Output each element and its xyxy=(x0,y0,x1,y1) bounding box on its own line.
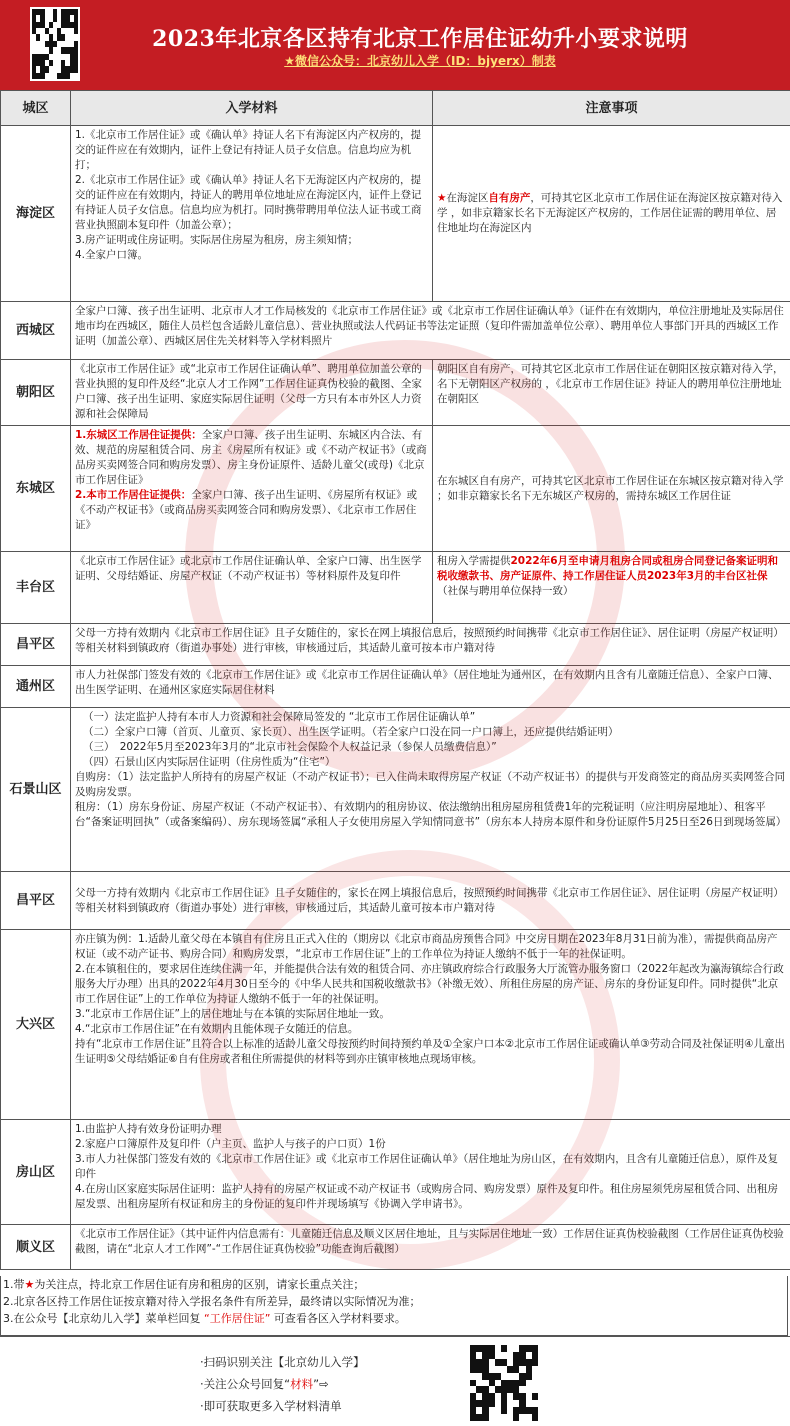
material-text: 全家户口簿、孩子出生证明、《房屋所有权证》或《不动产权证书》（或商品房买卖网签合同和购房发票）、《北京市工作居住证》 xyxy=(75,489,417,531)
footnotes xyxy=(0,1276,788,1336)
material-line: （三） 2022年5月至2023年3月的“北京市社会保险个人权益记录（参保人员缴费信息）” xyxy=(75,740,786,755)
district-name: 海淀区 xyxy=(1,126,71,302)
notes-text: （社保与聘用单位保持一致） xyxy=(437,585,574,597)
col-notes: 注意事项 xyxy=(433,91,790,126)
page-title: 2023年北京各区持有北京工作居住证幼升小要求说明 xyxy=(90,22,750,53)
material-line: 自购房：（1）法定监护人所持有的房屋产权证（不动产权证书）；已入住尚未取得房屋产权证（不动产权证书）的提供与开发商签定的商品房买卖网签合同及购房发票。 xyxy=(75,770,786,800)
material-highlight: 1.东城区工作居住证提供： xyxy=(75,429,202,441)
material-line: 持有“北京市工作居住证”且符合以上标准的适龄儿童父母按预约时间持预约单及①全家户口本②北京市工作居住证或确认单③劳动合同及社保证明④儿童出生证明⑤父母结婚证⑥自有住房或者租住所需提供的材料等到亦庄镇审核地点现场审核。 xyxy=(75,1037,786,1067)
materials-cell xyxy=(71,708,790,872)
requirements-table xyxy=(0,90,790,1270)
notes-cell xyxy=(433,126,790,302)
row-xicheng xyxy=(1,302,790,360)
footer-text xyxy=(200,1351,365,1417)
material-line: 4.在房山区家庭实际居住证明：监护人持有的房屋产权证或不动产权证书（或购房合同、购房发票）原件及复印件。租住房屋须凭房屋租赁合同、出租房屋发票、出租房屋所有权证和房主的身份证的复印件并现场填写《协调入学申请书》。 xyxy=(75,1182,786,1212)
material-line: 2.在本镇租住的，要求居住连续住满一年，并能提供合法有效的租赁合同、亦庄镇政府综合行政服务大厅流管办服务窗口（2022年起改为瀛海镇综合行政服务大厅办理）出具的2022年4月30日至今的《中华人民共和国税收缴款书》（补缴无效）、所租住房屋的房产证、房东的身份证复印件。同时提供“北京市工作居住证”上的工作单位为持证人缴纳不低于一年的社保证明。 xyxy=(75,962,786,1007)
row-pinggu xyxy=(1,872,790,930)
row-shunyi xyxy=(1,1225,790,1270)
footnote-2: 2.北京各区持工作居住证按京籍对待入学报名条件有所差异，最终请以实际情况为准； xyxy=(3,1293,785,1310)
table-header-row xyxy=(1,91,790,126)
material-line: 4.全家户口簿。 xyxy=(75,248,428,263)
notes-cell: 朝阳区自有房产，可持其它区北京市工作居住证在朝阳区按京籍对待入学，名下无朝阳区产权房的 ，《北京市工作居住证》持证人的聘用单位注册地址在朝阳区 xyxy=(433,360,790,426)
district-name: 西城区 xyxy=(1,302,71,360)
materials-cell xyxy=(71,126,433,302)
star-icon: ★ xyxy=(437,192,446,204)
footer xyxy=(0,1336,790,1426)
district-name: 昌平区 xyxy=(1,624,71,666)
notes-cell xyxy=(433,552,790,624)
material-line: 1.由监护人持有效身份证明办理 xyxy=(75,1122,786,1137)
district-name: 石景山区 xyxy=(1,708,71,872)
qr-code-bottom[interactable] xyxy=(470,1345,538,1421)
footnote-3: 3.在公众号【北京幼儿入学】菜单栏回复 “工作居住证” 可查看各区入学材料要求。 xyxy=(3,1310,785,1327)
material-line: 3.市人力社保部门签发有效的《北京市工作居住证》或《北京市工作居住证确认单》（居住地址为房山区，在有效期内，且含有儿童随迁信息），原件及复印件 xyxy=(75,1152,786,1182)
materials-cell: 全家户口簿、孩子出生证明、北京市人才工作局核发的《北京市工作居住证》或《北京市工作居住证确认单》（证件在有效期内，单位注册地址及实际居住地市均在西城区，随住人员栏包含适龄儿童信息）、营业执照或法人代码证书等法定证照（复印件需加盖单位公章）、聘用单位人事部门开具的西城区工作证明（加盖公章）、西城区居住先关材料等入学材料照片 xyxy=(71,302,790,360)
material-line: （一）法定监护人持有本市人力资源和社会保障局签发的 “北京市工作居住证确认单” xyxy=(75,710,786,725)
material-line: 1.《北京市工作居住证》或《确认单》持证人名下有海淀区内产权房的，提交的证件应在有效期内，证件上登记有持证人员子女信息。信息均应为机打； xyxy=(75,128,428,173)
district-name: 顺义区 xyxy=(1,1225,71,1270)
material-line: 2.《北京市工作居住证》或《确认单》持证人名下无海淀区内产权房的，提交的证件应在有效期内，持证人的聘用单位地址应在海淀区内，证件上登记有持证人员子女信息。信息均应为机打。同时携带聘用单位法人证书或工商营业执照副本复印件（加盖公章）； xyxy=(75,173,428,233)
material-line: （二）全家户口簿（首页、儿童页、家长页）、出生医学证明。（若全家户口没在同一户口簿上，还应提供结婚证明） xyxy=(75,725,786,740)
footer-line-reply: ·关注公众号回复“材料”⇨ xyxy=(200,1373,365,1395)
footer-line-scan: ·扫码识别关注【北京幼儿入学】 xyxy=(200,1351,365,1373)
notes-cell: 在东城区自有房产，可持其它区北京市工作居住证在东城区按京籍对待入学 ；如非京籍家长名下无东城区产权房的，需持东城区工作居住证 xyxy=(433,426,790,552)
row-fengtai xyxy=(1,552,790,624)
material-line: 租房：（1）房东身份证、房屋产权证（不动产权证书）、有效期内的租房协议、依法缴纳出租房屋房租赁费1年的完税证明（应注明房屋地址）、租客平台“备案证明回执”（或备案编码）、房东现场签属“承租人子女使用房屋入学知情同意书”（房东本人持房本原件和身份证原件5月25日至26日到现场签属） xyxy=(75,800,786,830)
footer-line-more: ·即可获取更多入学材料清单 xyxy=(200,1395,365,1417)
district-name: 房山区 xyxy=(1,1120,71,1225)
row-shijingshan xyxy=(1,708,790,872)
district-name: 朝阳区 xyxy=(1,360,71,426)
row-fangshan xyxy=(1,1120,790,1225)
material-line: 3.“北京市工作居住证”上的居住地址与在本镇的实际居住地址一致。 xyxy=(75,1007,786,1022)
col-district: 城区 xyxy=(1,91,71,126)
materials-cell: 父母一方持有效期内《北京市工作居住证》且子女随住的，家长在网上填报信息后，按照预约时间携带《北京市工作居住证》、居住证明（房屋产权证明）等相关材料到镇政府（街道办事处）进行审核，审核通过后，其适龄儿童可按本市户籍对待 xyxy=(71,872,790,930)
qr-code-top[interactable] xyxy=(30,7,80,81)
notes-text: ，可持其它区北京市工作居住证在海淀区按京籍对待入学 ，如非京籍家长名下无海淀区产权房的，工作居住证需的聘用单位、居住地址均在海淀区内 xyxy=(437,192,782,234)
district-name: 丰台区 xyxy=(1,552,71,624)
header-banner xyxy=(0,0,790,90)
district-name: 东城区 xyxy=(1,426,71,552)
materials-cell xyxy=(71,426,433,552)
page-subtitle[interactable]: ★微信公众号：北京幼儿入学（ID：bjyerx）制表 xyxy=(90,52,750,69)
district-name: 大兴区 xyxy=(1,930,71,1120)
material-line: 亦庄镇为例：1.适龄儿童父母在本镇自有住房且正式入住的（期房以《北京市商品房预售合同》中交房日期在2023年8月31日前为准），需提供商品房产权证（或不动产证书、购房合同）和购房发票，“北京市工作居住证”上的工作单位为持证人缴纳不低于一年的社保证明。 xyxy=(75,932,786,962)
footnote-1: 1.带★为关注点，持北京工作居住证有房和租房的区别，请家长重点关注； xyxy=(3,1276,785,1293)
row-dongcheng xyxy=(1,426,790,552)
row-daxing xyxy=(1,930,790,1120)
district-name: 通州区 xyxy=(1,666,71,708)
material-highlight: 2.本市工作居住证提供： xyxy=(75,489,191,501)
material-line: 2.家庭户口簿原件及复印件（户主页、监护人与孩子的户口页）1份 xyxy=(75,1137,786,1152)
row-chaoyang xyxy=(1,360,790,426)
row-changping xyxy=(1,624,790,666)
notes-highlight: 自有房产 xyxy=(488,192,530,204)
district-name: 昌平区 xyxy=(1,872,71,930)
materials-cell: 《北京市工作居住证》或“北京市工作居住证确认单”、聘用单位加盖公章的营业执照的复印件及经“北京人才工作网”工作居住证真伪校验的截图、全家户口簿、孩子出生证明、家庭实际居住证明（父母一方只有本市外区人力资源和社会保障局 xyxy=(71,360,433,426)
star-icon: ★ xyxy=(25,1278,35,1291)
notes-text: 在海淀区 xyxy=(446,192,488,204)
materials-cell: 市人力社保部门签发有效的《北京市工作居住证》或《北京市工作居住证确认单》（居住地址为通州区，在有效期内且含有儿童随迁信息）、全家户口簿、出生医学证明、在通州区家庭实际居住材料 xyxy=(71,666,790,708)
materials-cell: 《北京市工作居住证》或北京市工作居住证确认单、全家户口簿、出生医学证明、父母结婚证、房屋产权证（不动产权证书）等材料原件及复印件 xyxy=(71,552,433,624)
row-haidian xyxy=(1,126,790,302)
notes-text: 租房入学需提供 xyxy=(437,555,511,567)
material-line: （四）石景山区内实际居住证明（住房性质为“住宅”） xyxy=(75,755,786,770)
material-line: 4.“北京市工作居住证”在有效期内且能体现子女随迁的信息。 xyxy=(75,1022,786,1037)
col-materials: 入学材料 xyxy=(71,91,433,126)
materials-cell xyxy=(71,1120,790,1225)
materials-cell: 《北京市工作居住证》（其中证件内信息需有：儿童随迁信息及顺义区居住地址，且与实际居住地址一致）工作居住证真伪校验截图（工作居住证真伪校验截图，请在“北京人才工作网”-“工作居住证真伪校验”功能查询后截图） xyxy=(71,1225,790,1270)
materials-cell: 父母一方持有效期内《北京市工作居住证》且子女随住的，家长在网上填报信息后，按照预约时间携带《北京市工作居住证》、居住证明（房屋产权证明）等相关材料到镇政府（街道办事处）进行审核，审核通过后，其适龄儿童可按本市户籍对待 xyxy=(71,624,790,666)
material-line: 3.房产证明或住房证明。实际居住房屋为租房，房主须知情； xyxy=(75,233,428,248)
material-text: 全家户口簿、孩子出生证明、东城区内合法、有效、规范的房屋租赁合同、房主《房屋所有权证》或《不动产权证书》（或商品房买卖网签合同和购房发票）、房主身份证原件、适龄儿童父(或母)《北京市工作居住证》 xyxy=(75,429,427,486)
row-tongzhou xyxy=(1,666,790,708)
materials-cell xyxy=(71,930,790,1120)
notes-highlight: 2022年6月至申请月租房合同或租房合同登记备案证明和税收缴款书、房产证原件、持工作居住证人员2023年3月的丰台区社保 xyxy=(437,555,778,582)
